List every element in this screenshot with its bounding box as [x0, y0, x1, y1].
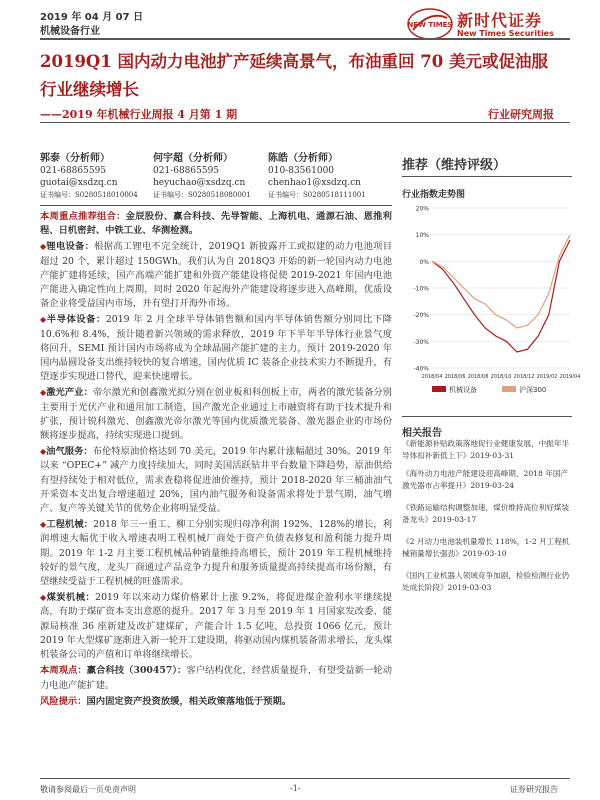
- section-text: 帝尔激光和创鑫激光拟分别在创业板和科创板上市，两者的激光装备分别主要用于光伏产业和通用加工制造，国产激光企业通过上市融资将有助于技术提升和扩张，预计锐科激光、创鑫激光帝尔激光等国内优质激光装备、激光器企业的市场份额将逐步提高，持续实现进口提到。: [40, 387, 392, 442]
- logo-name-en: New Times Securities: [457, 29, 554, 38]
- chart-x-tick-label: 2019/02: [536, 374, 558, 380]
- chart-x-tick-label: 2018/12: [513, 374, 535, 380]
- chart-y-tick-label: 10%: [415, 232, 429, 240]
- risk-text: 国内固定资产投资放缓，相关政策落地低于预期。: [86, 695, 292, 707]
- section-text: 2019 年 2 月全球半导体销售额和国内半导体销售额分别同比下降 10.6%和 8.4%，预计随着新兴领域的需求释放，2019 年下半年半导体行业景气度将回升，SEMI 预计国内市场将成为全球晶圆产能扩建的主力，预计 2019-2020 年国内晶圆设备支出维持较快的复合增速，国内优质 IC 装备企业技术实力不断提升，有望逐步实现进口替代，迎来快速增长。: [40, 314, 392, 383]
- report-body: [40, 210, 392, 709]
- related-report-item[interactable]: 《铁路运输结构调整加速，煤价维持高位利好煤装备龙头》2019-03-17: [402, 503, 570, 524]
- bullet-icon: ◆: [40, 520, 47, 530]
- analyst-phone: 010-83561000: [268, 166, 335, 176]
- stock-view: [40, 664, 392, 692]
- chart-x-tick-label: 2018/08: [467, 374, 489, 380]
- related-report-item[interactable]: 《海外动力电池产能建设迎高峰期，2018 年国产激光器市占率提升》2019-03-24: [402, 469, 569, 490]
- section-oil-service: [40, 445, 392, 516]
- risk-label: 风险提示：: [40, 695, 87, 707]
- chart-x-ticks: [422, 374, 581, 380]
- stock-text: 客户结构优化，经营质量提升，有望受益新一轮动力电池产能扩建。: [40, 665, 392, 691]
- report-date: 2019 年 04 月 07 日: [40, 12, 144, 23]
- section-label: 半导体设备：: [46, 314, 106, 326]
- bullet-icon: ◆: [40, 315, 47, 325]
- related-report-item[interactable]: 《2 月动力电池装机量增长 118%，1-2 月工程机械销量增长强劲》2019-03-10: [402, 537, 570, 558]
- chart-y-tick-label: -10%: [413, 285, 429, 293]
- chart-title: 行业指数走势图: [402, 190, 466, 200]
- analyst-email[interactable]: guotai@xsdzq.cn: [40, 178, 118, 188]
- legend-label-machinery: 机械设备: [449, 386, 477, 394]
- chart-grid: [432, 208, 570, 368]
- chart-x-tick-label: 2018/04: [421, 374, 443, 380]
- title-line-1: 2019Q1 国内动力电池扩产延续高景气，布油重回 70 美元或促油服: [40, 52, 548, 71]
- analyst-name: 何宇超（分析师）: [153, 153, 233, 164]
- focus-text: 金辰股份、赢合科技、先导智能、上海机电、通源石油、恩推利程、日机密封、中铁工业、华测检测。: [40, 211, 392, 237]
- chart-y-tick-label: -20%: [413, 312, 429, 320]
- section-text: 根据高工锂电不完全统计，2019Q1 新披露开工或拟建的动力电池项目超过 20 个，累计超过 150GWh。我们认为自 2018Q3 开始的新一轮国内动力电池产能扩建将延续，国产高端产能扩建和外资产能建设将促使 2019-2021 年国内电池产能进入确定性向上周期，同时 2020 年起海外产能建设将逐步进入高峰期，优质设备企业将受益国内市场，并有望打开海外市场。: [40, 241, 392, 310]
- bullet-icon: ◆: [40, 447, 47, 457]
- chart-x-tick-label: 2019/04: [559, 374, 581, 380]
- stock-label: 本周观点：: [40, 665, 87, 677]
- footer-divider: [40, 778, 570, 779]
- section-label: 煤炭机械：: [46, 592, 96, 604]
- analyst-cert: 证书编号：S0280518080001: [153, 191, 251, 199]
- chart-y-ticks: [413, 206, 429, 373]
- bullet-icon: ◆: [40, 593, 47, 603]
- section-construction: [40, 518, 392, 589]
- section-lithium: [40, 240, 392, 311]
- section-label: 工程机械：: [46, 519, 94, 531]
- industry-label: 机械设备行业: [40, 26, 100, 37]
- legend-label-csi300: 沪深300: [519, 386, 547, 394]
- chart-x-tick-label: 2018/06: [444, 374, 466, 380]
- bullet-icon: ◆: [40, 242, 47, 252]
- analyst-phone: 021-68865595: [153, 166, 220, 176]
- analyst-name: 郭泰（分析师）: [40, 153, 110, 164]
- page-number: -1-: [290, 784, 301, 793]
- analyst-phone: 021-68865595: [40, 166, 107, 176]
- footer-org: 证券研究报告: [510, 785, 558, 794]
- chart-y-tick-label: 20%: [415, 205, 429, 213]
- analyst-divider: [40, 205, 392, 206]
- legend-swatch-machinery: [432, 386, 446, 392]
- analyst-3: [268, 153, 366, 201]
- title-line-2: 行业继续增长: [40, 80, 139, 99]
- company-logo: [407, 8, 577, 40]
- section-text: 2019 年以来动力煤价格累计上涨 9.2%，将促进煤企盈利水平继续提高，有助于煤矿资本支出意愿的提升。2017 年 3 月至 2019 年 1 月国家发改委、能源局核准 36 座新建及改扩建煤矿，产能合计 1.5 亿吨，总投资 1066 亿元，预计 2019 年大型煤矿逐渐进入新一轮开工建设期，将驱动国内煤机装备需求增长，龙头煤机装备公司的产值和订单将继续增长。: [40, 592, 393, 661]
- related-divider: [402, 416, 572, 417]
- report-subtitle: ——2019 年机械行业周报 4 月第 1 期: [40, 108, 238, 121]
- rating-divider: [402, 176, 572, 177]
- chart-x-tick-label: 2018/10: [490, 374, 512, 380]
- analyst-2: [153, 153, 251, 201]
- analyst-cert: 证书编号：S0280518111001: [268, 191, 366, 199]
- section-text: 2018 年三一重工、柳工分别实现归母净利润 192%、128%的增长，利润增速大幅优于收入增速表明工程机械厂商处于资产负债表修复和盈利能力提升周期。2019 年 1-2 月主要工程机械品种销量维持高增长，预计 2019 年工程机械维持较好的景气度，龙头厂商通过产品竞争力提升和服务质量提高持续提高市场份额，有望继续受益于工程机械的旺盛需求。: [40, 519, 392, 588]
- chart-y-tick-label: -40%: [413, 365, 429, 373]
- risk-warning: [40, 695, 392, 709]
- chart-y-tick-label: 0%: [419, 258, 429, 266]
- header-divider: [40, 38, 570, 40]
- logo-mark-text: NEW TIMES: [407, 21, 453, 29]
- analyst-cert: 证书编号：S0280518010004: [40, 191, 138, 199]
- analyst-email[interactable]: heyuchao@xsdzq.cn: [153, 178, 246, 188]
- section-laser: [40, 386, 392, 443]
- logo-name-cn: 新时代证券: [457, 11, 543, 30]
- chart-y-tick-label: -30%: [413, 338, 429, 346]
- section-label: 激光产业：: [46, 387, 93, 399]
- report-title: [40, 48, 570, 104]
- related-report-item[interactable]: 《国内工业机器人领域竞争加剧，检验检测行业仍处成长阶段》2019-03-03: [402, 571, 570, 592]
- footer-disclaimer[interactable]: 敬请参阅最后一页免责声明: [40, 785, 136, 794]
- focus-portfolio: [40, 210, 392, 238]
- report-type: 行业研究周报: [488, 108, 554, 121]
- index-chart: [402, 200, 581, 400]
- section-text: 布伦特原油价格达到 70 美元，2019 年内累计涨幅超过 30%。2019 年以来 “OPEC+” 减产力度持续加大，同时美国活跃钻井平台数量下降趋势，原油供给有望持续处于相对低位，需求查稳将促进油价维持，预计 2018-2020 年三桶油油气开采资本支出复合增速超过 20%，国内油气服务和设备需求将处于景气期，油气增产、复产等关键关节的优势企业将明显受益。: [40, 446, 393, 515]
- analyst-email[interactable]: chenhao1@xsdzq.cn: [268, 178, 361, 188]
- section-coal: [40, 591, 392, 662]
- section-label: 油气服务：: [46, 446, 93, 458]
- section-label: 锂电设备：: [46, 241, 95, 253]
- rating-label: 推荐（维持评级）: [402, 158, 507, 173]
- section-semiconductor: [40, 313, 392, 384]
- related-reports-title: 相关报告: [402, 428, 442, 439]
- analyst-1: [40, 153, 138, 201]
- bullet-icon: ◆: [40, 388, 47, 398]
- related-report-item[interactable]: 《新能源补贴政策落地促行业健康发展，中振年半导体扣补新低上下》2019-03-31: [402, 439, 570, 460]
- analyst-name: 陈皓（分析师）: [268, 153, 338, 164]
- logo-mark-icon: [407, 8, 453, 40]
- series-line-machinery: [432, 240, 570, 352]
- focus-label: 本周重点推荐组合：: [40, 211, 126, 222]
- legend-swatch-csi300: [502, 386, 516, 392]
- title-divider: [40, 122, 570, 123]
- stock-name: 赢合科技（300457）：: [86, 665, 187, 677]
